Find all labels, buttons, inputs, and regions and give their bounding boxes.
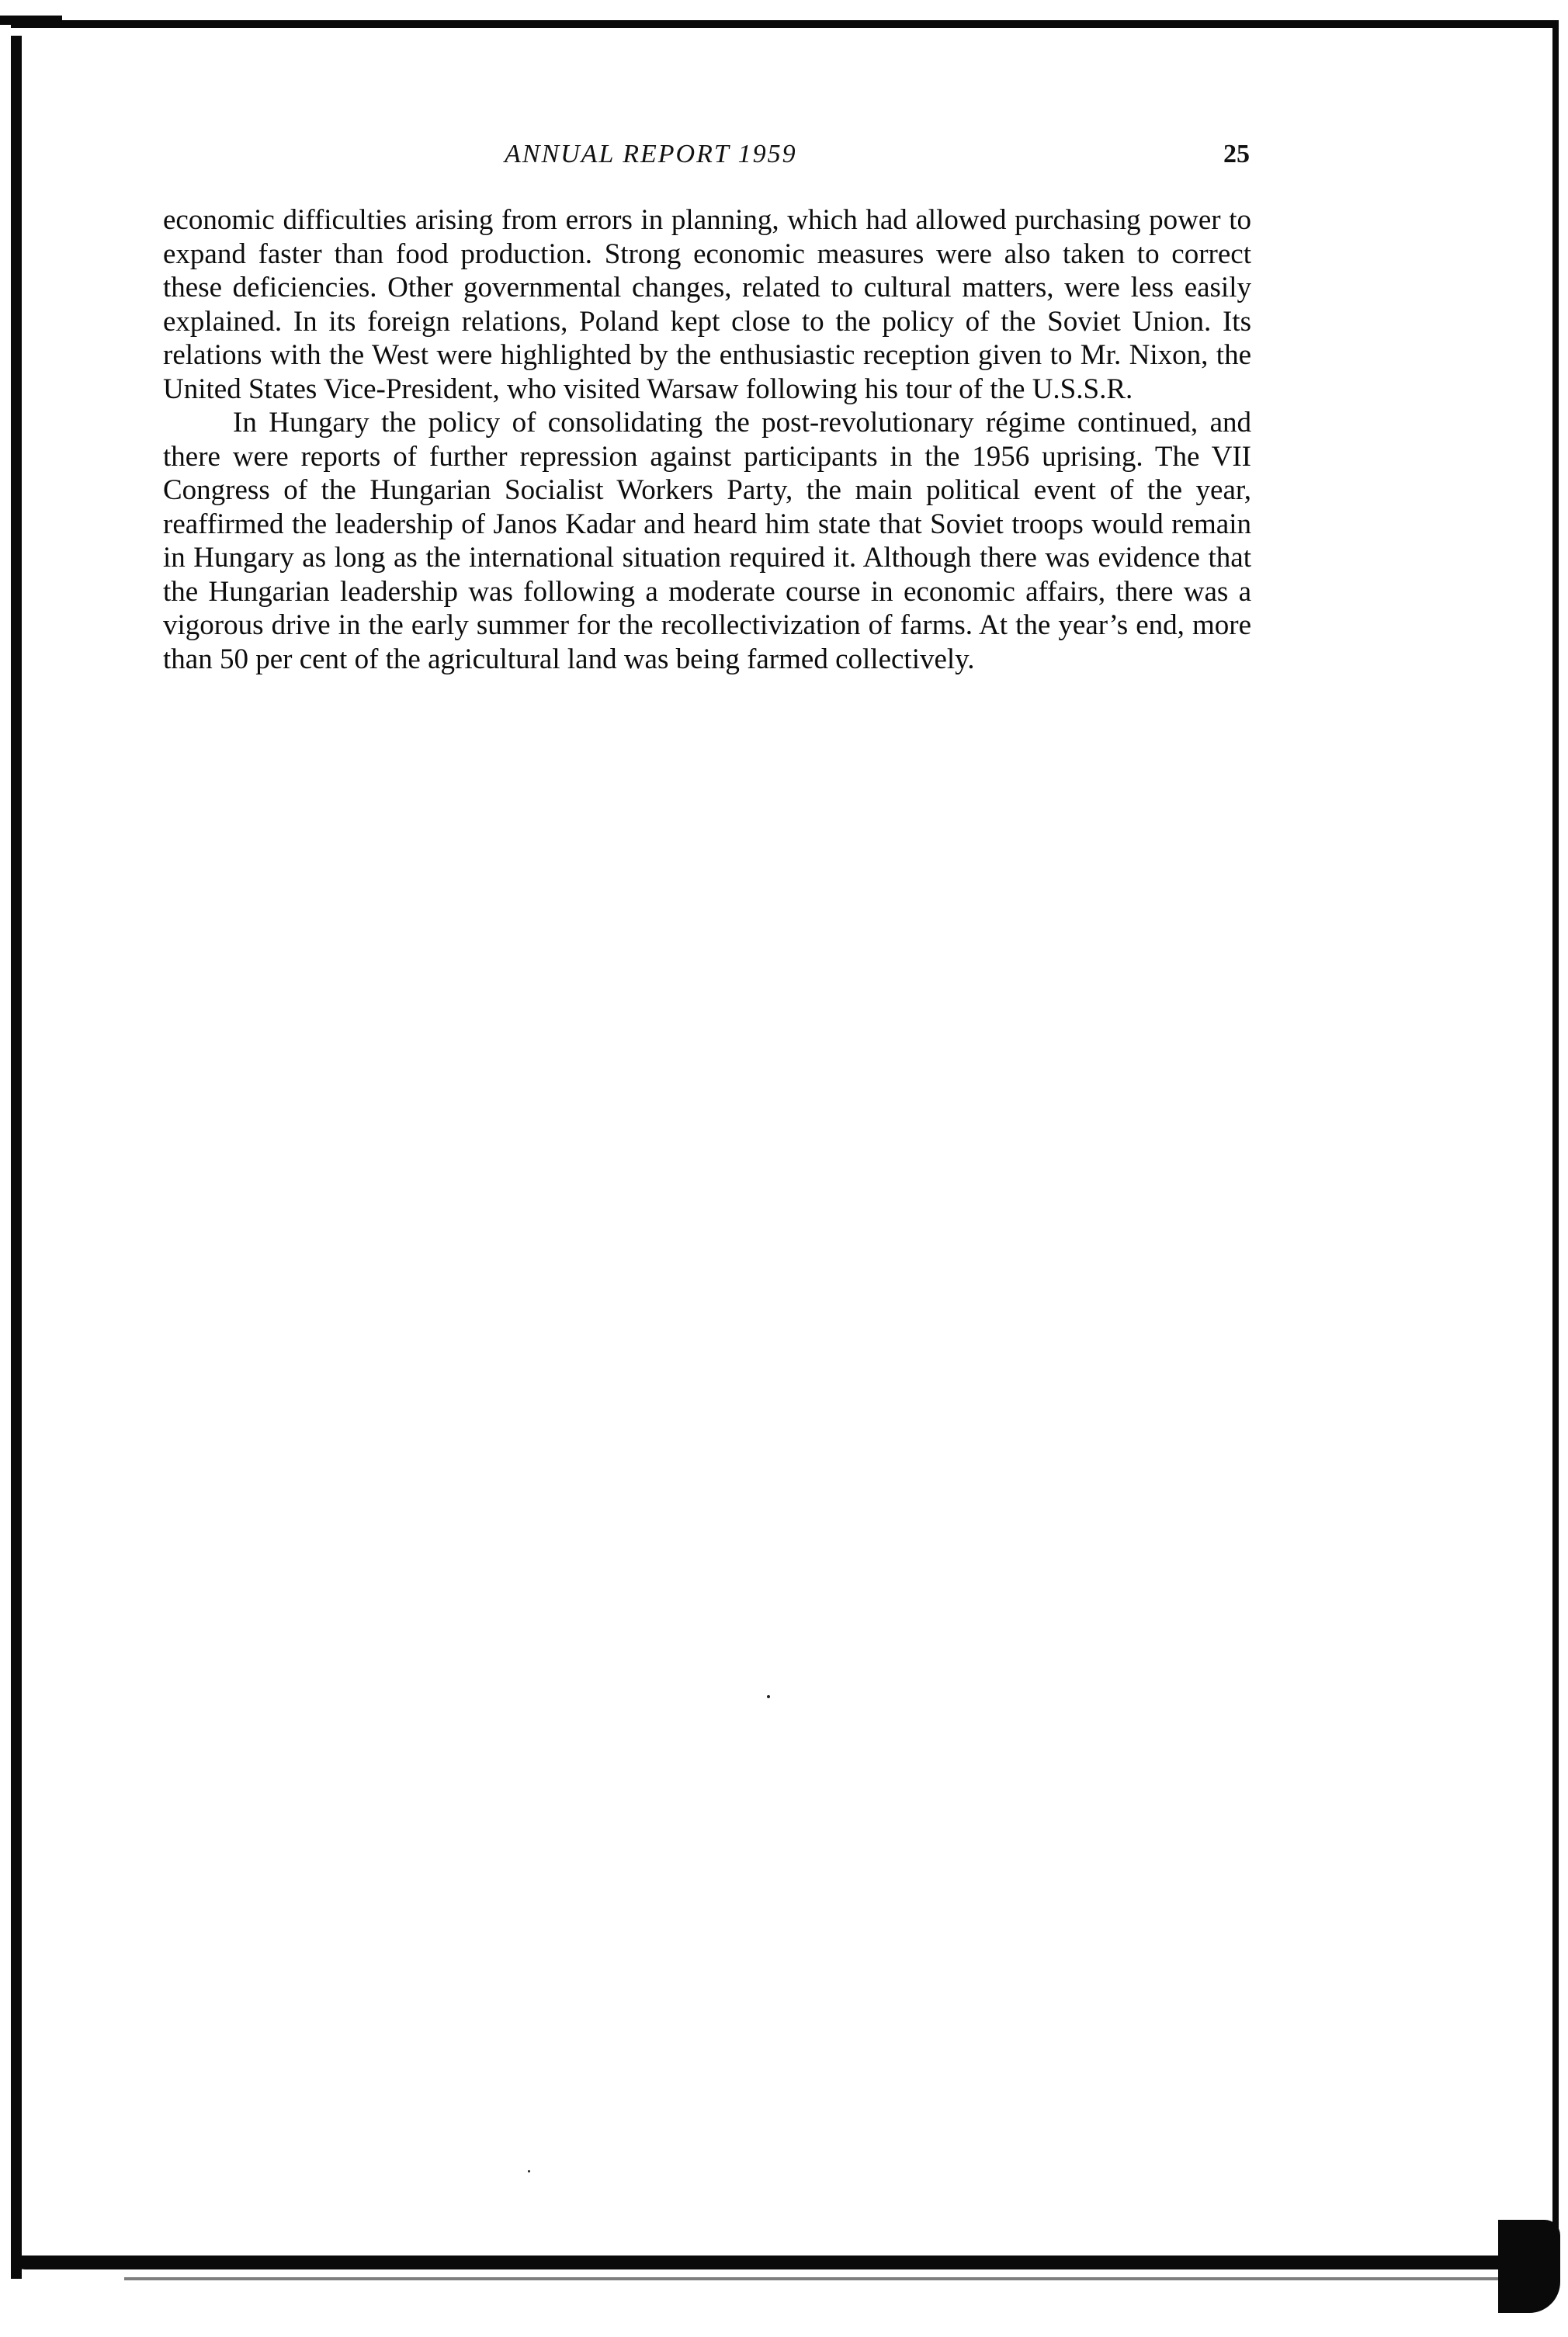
scan-speck bbox=[528, 2170, 530, 2172]
paragraph-continued: economic difficulties arising from errors in planning, which had allowed purchasing power to expand faster than food production. Strong economic measures were also taken to correct these deficiencies. Other governmental changes, related to cultural matters, were less easily explained. In its foreign relations, Poland kept close to the policy of the Soviet Union. Its relations with the West were highlighted by the enthusiastic reception given to Mr. Nixon, the United States Vice-President, who visited Warsaw following his tour of the U.S.S.R. bbox=[163, 204, 1251, 405]
running-title: ANNUAL REPORT 1959 bbox=[505, 140, 797, 168]
scan-corner-bottom-right bbox=[1498, 2220, 1560, 2313]
scan-border-bottom-shadow bbox=[124, 2277, 1521, 2280]
page-number: 25 bbox=[1223, 140, 1250, 168]
scan-border-left bbox=[11, 36, 22, 2279]
scan-speck bbox=[767, 1695, 770, 1698]
scan-border-top bbox=[11, 20, 1556, 28]
page-header bbox=[167, 140, 1254, 179]
body-text bbox=[163, 203, 1251, 676]
scan-border-bottom bbox=[11, 2256, 1517, 2269]
paragraph-hungary: In Hungary the policy of consolidating the post-revolutionary régime continued, and there were reports of further repression against participants in the 1956 uprising. The VII Congress of the Hungarian Socialist Workers Party, the main political event of the year, reaffirmed the leadership of Janos Kadar and heard him state that Soviet troops would remain in Hungary as long as the international situation required it. Although there was evidence that the Hungarian leadership was following a moderate course in economic affairs, there was a vigorous drive in the early summer for the recollectivization of farms. At the year’s end, more than 50 per cent of the agricultural land was being farmed collectively. bbox=[163, 407, 1251, 675]
scan-border-right bbox=[1552, 20, 1559, 2232]
